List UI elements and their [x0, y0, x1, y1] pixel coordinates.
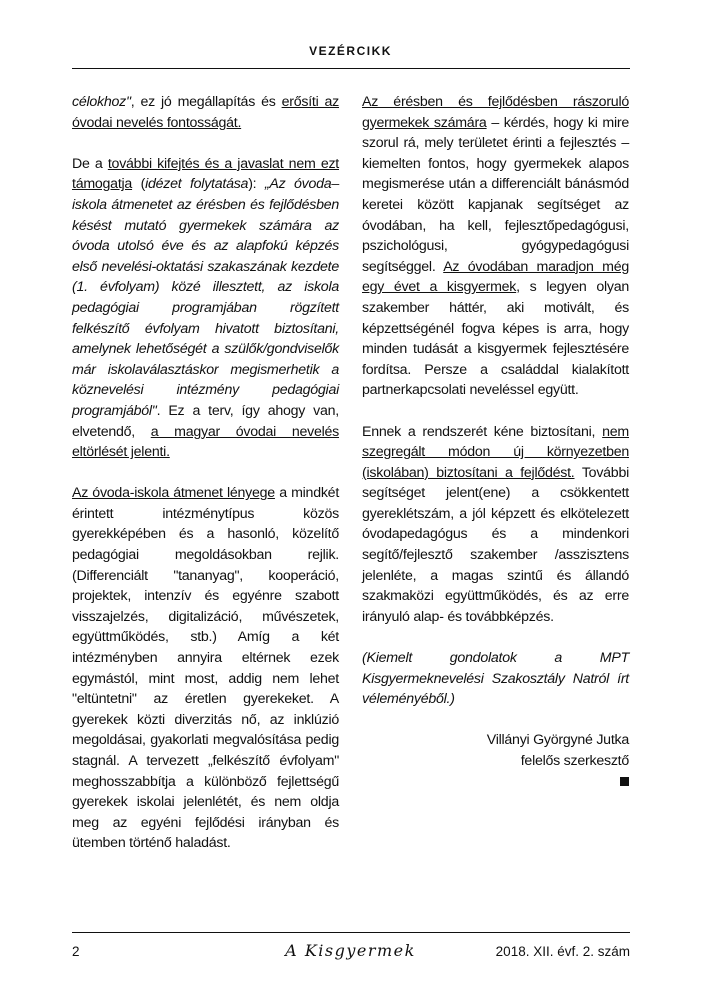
text-run: Ennek a rendszerét kéne biztosítani, [362, 423, 603, 440]
emphasis-text: erősíti az óvodai nevelés fontosságát. [72, 94, 339, 131]
right-column [362, 92, 629, 792]
signature-role: felelős szerkesztő [520, 753, 629, 769]
text-run: ): [248, 176, 265, 193]
section-title: VEZÉRCIKK [309, 44, 392, 58]
text-run: További segítséget jelent(ene) a csökkentett gyereklétszám, a jól képzett és elkötelezett óvodapedagógus és a mindenkori segítő/fejlesztő szakember /asszisztens jelenléte, a magas szintű és állandó szakmaközi együttműködés, és az erre irányuló alap- és továbbképzés. [362, 464, 629, 625]
paragraph [362, 422, 629, 628]
quote-end: célokhoz" [72, 94, 131, 110]
emphasis-text: a magyar óvodai nevelés eltörlését jelenti. [72, 423, 339, 461]
emphasis-text: további kifejtés és a javaslat nem ezt támogatja [72, 155, 339, 193]
emphasis-text: Az óvoda-iskola átmenet lényege [72, 485, 275, 502]
text-run: . Ez a terv, így ahogy van, elvetendő, [72, 402, 339, 440]
emphasis-text: Az érésben és fejlődésben rászoruló gyermekek számára [362, 94, 629, 131]
journal-title: A Kisgyermek [285, 941, 416, 960]
paragraph [72, 92, 339, 133]
emphasis-text: Az óvodában maradjon még egy évet a kisgyermek [362, 258, 629, 296]
paragraph [72, 154, 339, 463]
end-mark-icon [362, 772, 629, 793]
paragraph [72, 483, 339, 854]
text-run: a mindkét érintett intézménytípus közös gyerekképében és a hasonló, közelítő pedagógiai megoldásokban rejlik. (Differenciált "tananyag", kooperáció, projektek, intenzív és egyénre szabott visszajelzés, digitalizáció, művészetek, együttműködés, stb.) Amíg a két intézményben annyira eltérnek ezek egymástól, mint most, addig nem lehet "eltüntetni" az éretlen gyerekeket. A gyerekek közti diverzitás nő, az inklúzió megoldásai, gyakorlati megvalósítása pedig stagnál. A tervezett „felkészítő évfolyam" meghosszabbítja a különböző fejlettségű gyerekek iskolai jelenlétét, és nem oldja meg az egyéni fejlődési irányban és ütemben történő haladást. [72, 485, 340, 852]
header-rule [72, 68, 630, 69]
signature-name: Villányi Györgyné Jutka [486, 732, 629, 749]
emphasis-text: nem szegregált módon új környezetben (iskolában) biztosítani a fejlődést. [362, 423, 629, 481]
quotation: „Az óvoda–iskola átmenetet az érésben és fejlődésben késést mutató gyermekek számára az óvoda utolsó éve és az alapfokú képzés első nevelési-oktatási szakaszának kezdete (1. évfolyam) közé illesztett, az iskola pedagógiai programjában rögzített felkészítő évfolyam hivatott biztosítani, amelynek lehetőségét a szülők/gondviselők már iskolaválasztáskor megismerhetik a köznevelési intézmény pedagógiai programjából" [72, 176, 340, 419]
page-number: 2 [72, 944, 80, 959]
left-column [72, 92, 339, 854]
text-run: ( [132, 176, 146, 193]
text-run: – kérdés, hogy ki mire szorul rá, mely területet érinti a fejlesztés – kiemelten fontos, hogy gyermekek alapos megismerése után a differenciált bánásmód keretei között kapjanak segítséget az óvodában, ha kell, fejlesztőpedagógusi, pszichológusi, gyógypedagógusi segítséggel. [362, 114, 629, 275]
paragraph [362, 92, 629, 401]
issue-info: 2018. XII. évf. 2. szám [495, 944, 630, 959]
citation-note: idézet folytatása [145, 176, 249, 193]
text-run: , s legyen olyan szakember háttér, aki motivált, és képzettségénél fogva képes is arra, hogy minden tudását a kisgyermek fejlesztésére fordítsa. Persze a családdal kialakított partnerkapcsolati neveléssel együtt. [362, 279, 629, 399]
source-note: (Kiemelt gondolatok a MPT Kisgyermeknevelési Szakosztály Natról írt véleményéből.) [362, 650, 629, 708]
footer-rule [72, 932, 630, 933]
text-run: De a [72, 155, 108, 172]
text-run: , ez jó megállapítás és [130, 94, 282, 110]
